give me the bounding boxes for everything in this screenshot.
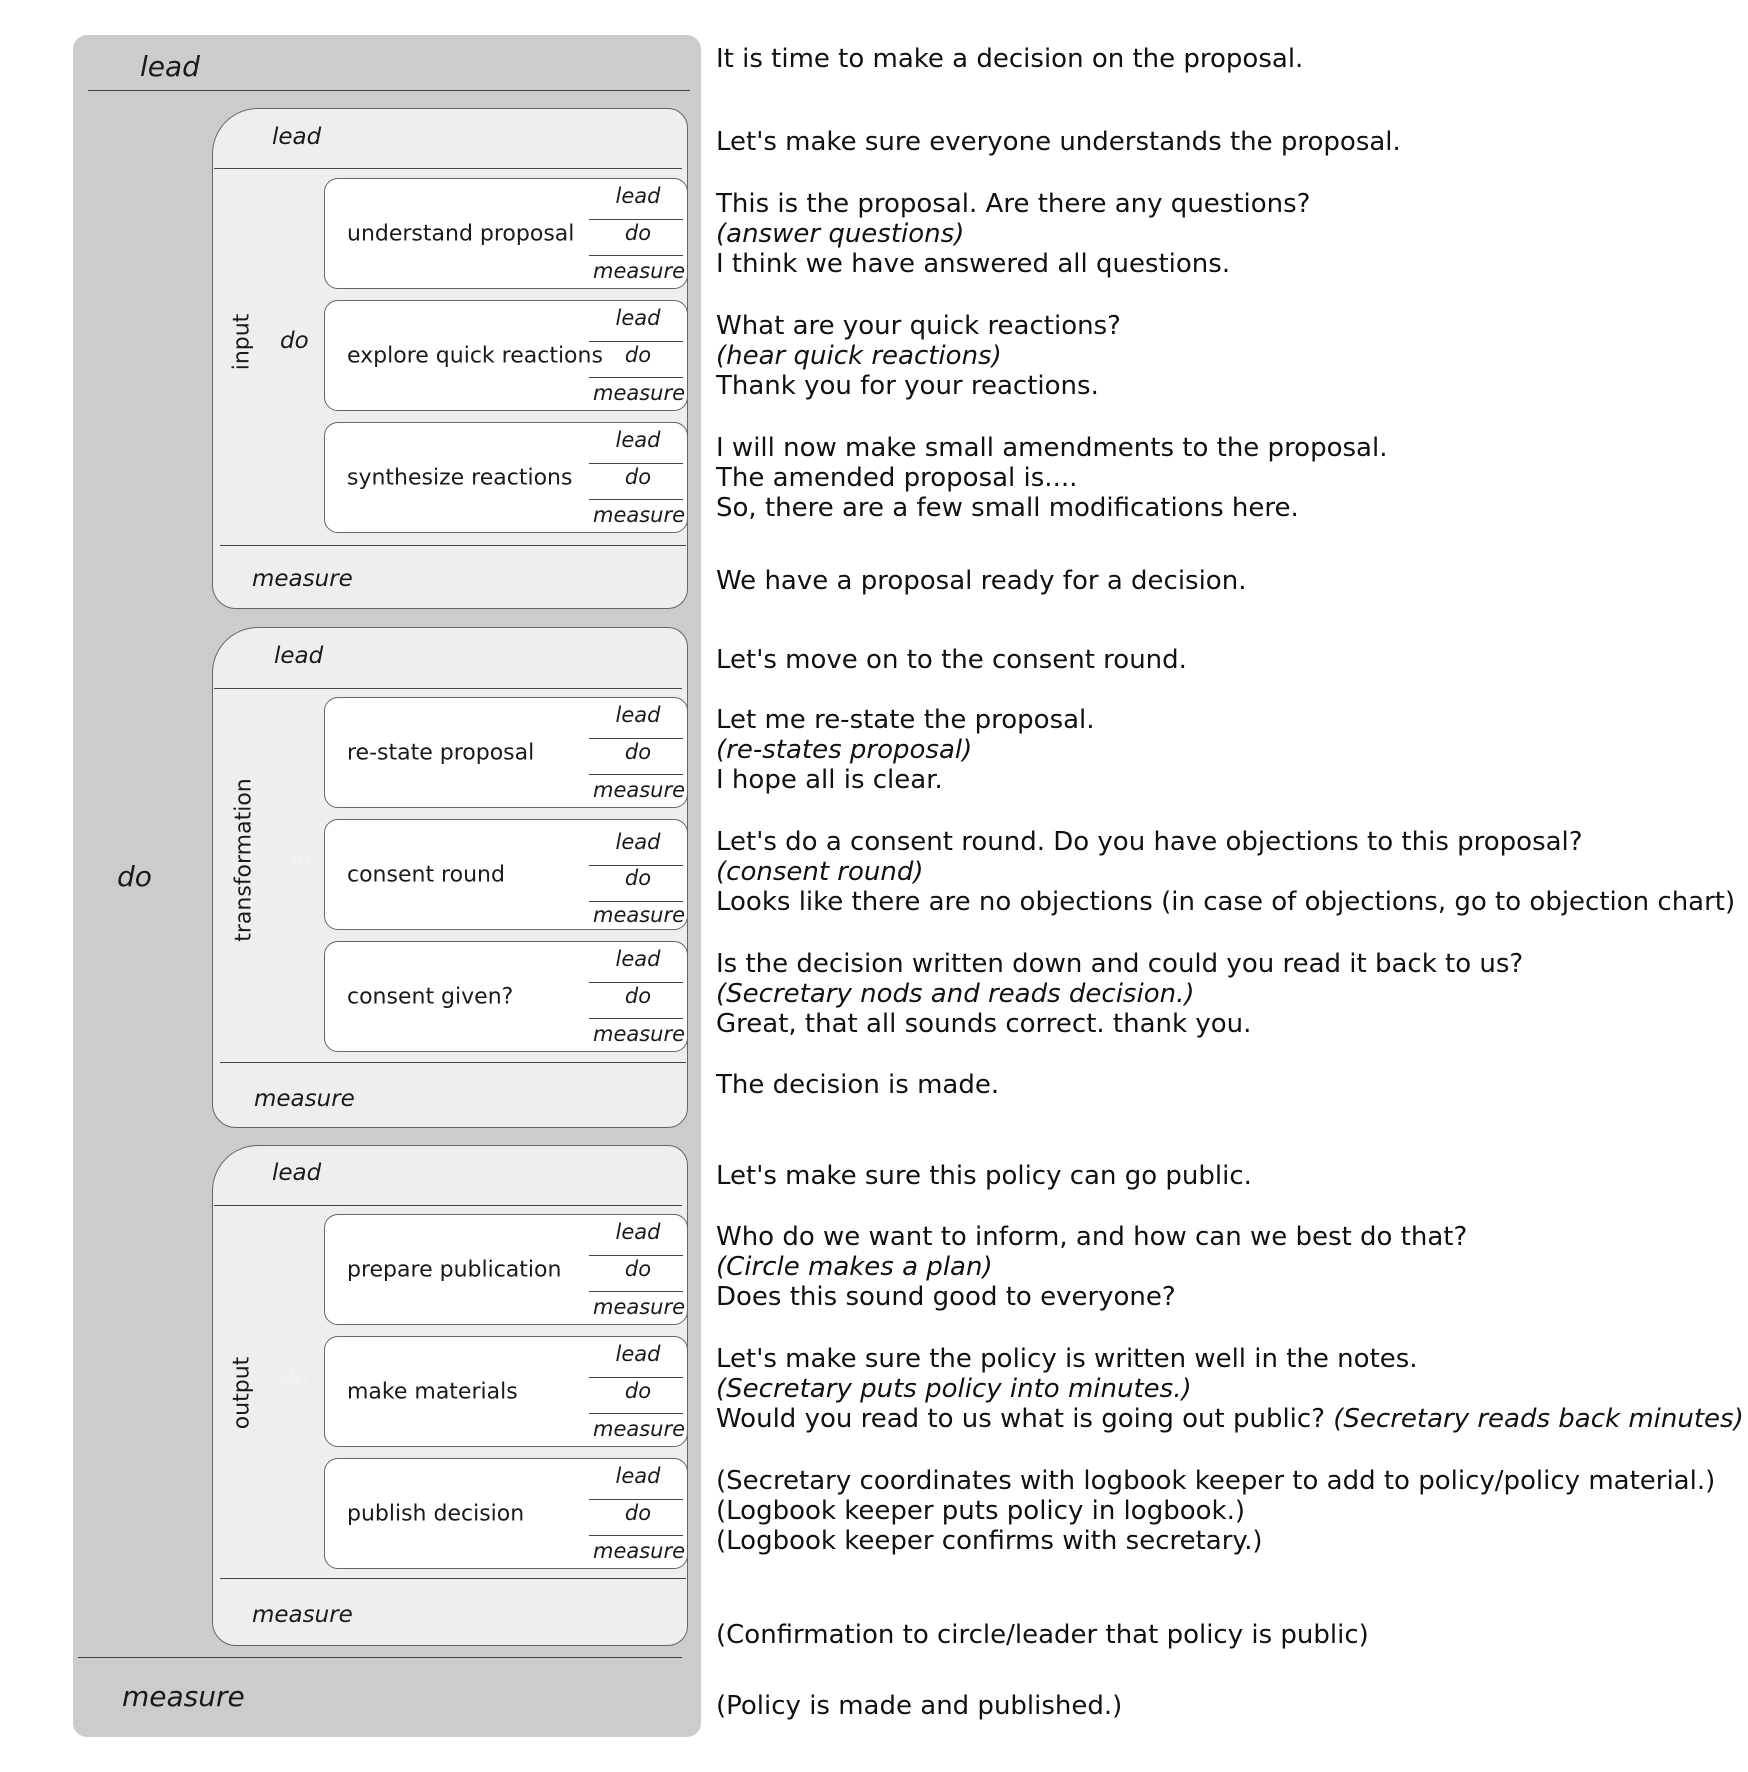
step-lead-label: lead <box>615 1220 661 1244</box>
script-text <box>716 949 1523 1039</box>
script-line: We have a proposal ready for a decision. <box>716 566 1247 596</box>
step-divider <box>589 341 683 342</box>
script-line: Let's make sure everyone understands the proposal. <box>716 127 1401 157</box>
step-measure-label: measure <box>593 1022 686 1046</box>
script-line: The amended proposal is.... <box>716 463 1078 493</box>
script-line: Let's move on to the consent round. <box>716 645 1187 675</box>
step-do-label: do <box>624 465 652 489</box>
section-lead-label: lead <box>274 643 324 669</box>
outer-do-label: do <box>117 860 152 893</box>
outer-measure-divider <box>78 1657 682 1658</box>
script-line: Thank you for your reactions. <box>716 371 1099 401</box>
step-divider <box>589 982 683 983</box>
script-line: It is time to make a decision on the proposal. <box>716 44 1304 74</box>
step-name: consent round <box>347 862 505 887</box>
section-side-label: transformation <box>231 778 257 942</box>
step-do-label: do <box>624 343 652 367</box>
section-measure-label: measure <box>252 566 353 592</box>
step-divider <box>589 499 683 500</box>
section-measure-divider <box>220 545 686 546</box>
step-divider <box>589 1255 683 1256</box>
script-text <box>716 1161 1252 1191</box>
script-text <box>716 433 1387 523</box>
script-text <box>716 566 1246 596</box>
step-do-label: do <box>624 1257 652 1281</box>
step-divider <box>589 255 683 256</box>
script-line: Would you read to us what is going out public? <box>716 1404 1325 1434</box>
script-line: (hear quick reactions) <box>716 341 1002 371</box>
step-lead-label: lead <box>615 830 661 854</box>
step-do-label: do <box>624 1379 652 1403</box>
script-line: (Logbook keeper puts policy in logbook.) <box>716 1496 1245 1526</box>
section-side-label: output <box>229 1356 255 1430</box>
step-measure-label: measure <box>593 903 686 927</box>
step-name: consent given? <box>347 984 514 1009</box>
script-line: (Secretary puts policy into minutes.) <box>716 1374 1192 1404</box>
script-line: Looks like there are no objections (in case of objections, go to objection chart) <box>716 887 1736 917</box>
step-measure-label: measure <box>593 778 686 802</box>
script-line: (Secretary reads back minutes) <box>1333 1404 1744 1434</box>
step-box-understand-proposal <box>324 178 688 289</box>
step-divider <box>589 774 683 775</box>
step-divider <box>589 377 683 378</box>
step-divider <box>589 463 683 464</box>
script-text <box>716 1344 1744 1434</box>
step-divider <box>589 901 683 902</box>
step-lead-label: lead <box>615 184 661 208</box>
step-name: publish decision <box>347 1501 525 1526</box>
section-side-label: input <box>229 313 255 371</box>
section-lead-label: lead <box>272 1160 322 1186</box>
step-measure-label: measure <box>593 503 686 527</box>
step-box-make-materials <box>324 1336 688 1447</box>
step-measure-label: measure <box>593 1539 686 1563</box>
script-line: Great, that all sounds correct. thank you. <box>716 1009 1252 1039</box>
script-line: What are your quick reactions? <box>716 311 1121 341</box>
step-divider <box>589 1499 683 1500</box>
step-measure-label: measure <box>593 1295 686 1319</box>
step-name: synthesize reactions <box>347 465 573 490</box>
step-divider <box>589 738 683 739</box>
section-measure-divider <box>220 1062 686 1063</box>
script-line: (answer questions) <box>716 219 965 249</box>
script-line: I hope all is clear. <box>716 765 943 795</box>
script-line: (Secretary coordinates with logbook keeper to add to policy/policy material.) <box>716 1466 1716 1496</box>
script-line: Let's make sure the policy is written well in the notes. <box>716 1344 1418 1374</box>
step-lead-label: lead <box>615 947 661 971</box>
section-measure-label: measure <box>252 1602 353 1628</box>
script-text <box>716 311 1121 401</box>
step-do-label: do <box>624 866 652 890</box>
section-lead-divider <box>214 688 682 689</box>
outer-measure-label: measure <box>122 1680 245 1713</box>
script-line: Is the decision written down and could you read it back to us? <box>716 949 1524 979</box>
step-divider <box>589 1413 683 1414</box>
step-box-synthesize-reactions <box>324 422 688 533</box>
section-lead-divider <box>214 168 682 169</box>
step-name: understand proposal <box>347 221 575 246</box>
script-text <box>716 1691 1122 1721</box>
script-text <box>716 1620 1369 1650</box>
script-line: I think we have answered all questions. <box>716 249 1231 279</box>
section-measure-divider <box>220 1578 686 1579</box>
script-text <box>716 645 1187 675</box>
script-line: Let me re-state the proposal. <box>716 705 1095 735</box>
script-text <box>716 1222 1467 1312</box>
script-line: (Policy is made and published.) <box>716 1691 1123 1721</box>
step-box-consent-round <box>324 819 688 930</box>
outer-lead-divider <box>88 90 690 91</box>
step-lead-label: lead <box>615 306 661 330</box>
step-do-label: do <box>624 1501 652 1525</box>
script-line: (Confirmation to circle/leader that policy is public) <box>716 1620 1369 1650</box>
script-line: Let's do a consent round. Do you have objections to this proposal? <box>716 827 1583 857</box>
step-divider <box>589 1535 683 1536</box>
section-do-label: do <box>282 848 311 874</box>
step-measure-label: measure <box>593 259 686 283</box>
step-box-prepare-publication <box>324 1214 688 1325</box>
script-line: The decision is made. <box>716 1070 1000 1100</box>
step-measure-label: measure <box>593 1417 686 1441</box>
script-text <box>716 1070 999 1100</box>
step-measure-label: measure <box>593 381 686 405</box>
step-lead-label: lead <box>615 1464 661 1488</box>
script-text <box>716 189 1310 279</box>
section-do-label: do <box>280 328 309 354</box>
section-lead-divider <box>214 1205 682 1206</box>
step-name: re-state proposal <box>347 740 535 765</box>
step-divider <box>589 219 683 220</box>
script-line: (Logbook keeper confirms with secretary.) <box>716 1526 1263 1556</box>
step-lead-label: lead <box>615 1342 661 1366</box>
step-name: make materials <box>347 1379 518 1404</box>
step-do-label: do <box>624 221 652 245</box>
script-line: This is the proposal. Are there any questions? <box>716 189 1311 219</box>
section-do-label: do <box>280 1364 309 1390</box>
step-lead-label: lead <box>615 703 661 727</box>
script-line: Who do we want to inform, and how can we best do that? <box>716 1222 1468 1252</box>
section-lead-label: lead <box>272 124 322 150</box>
script-text <box>716 44 1303 74</box>
script-text <box>716 827 1735 917</box>
script-line: Let's make sure this policy can go public. <box>716 1161 1252 1191</box>
step-box-consent-given <box>324 941 688 1052</box>
script-line: (re-states proposal) <box>716 735 973 765</box>
script-line: (Secretary nods and reads decision.) <box>716 979 1195 1009</box>
step-name: prepare publication <box>347 1257 562 1282</box>
script-line: Does this sound good to everyone? <box>716 1282 1176 1312</box>
script-line: (consent round) <box>716 857 924 887</box>
step-name: explore quick reactions <box>347 343 603 368</box>
step-lead-label: lead <box>615 428 661 452</box>
script-line: I will now make small amendments to the proposal. <box>716 433 1388 463</box>
step-do-label: do <box>624 740 652 764</box>
outer-lead-label: lead <box>140 50 200 83</box>
script-line: So, there are a few small modifications here. <box>716 493 1299 523</box>
script-text <box>716 127 1401 157</box>
step-box-explore-quick-reactions <box>324 300 688 411</box>
step-box-publish-decision <box>324 1458 688 1569</box>
section-measure-label: measure <box>254 1086 355 1112</box>
step-divider <box>589 1291 683 1292</box>
step-divider <box>589 1018 683 1019</box>
script-line: (Circle makes a plan) <box>716 1252 993 1282</box>
script-text <box>716 1466 1715 1556</box>
step-box-re-state-proposal <box>324 697 688 808</box>
step-do-label: do <box>624 984 652 1008</box>
script-text <box>716 705 1095 795</box>
step-divider <box>589 1377 683 1378</box>
